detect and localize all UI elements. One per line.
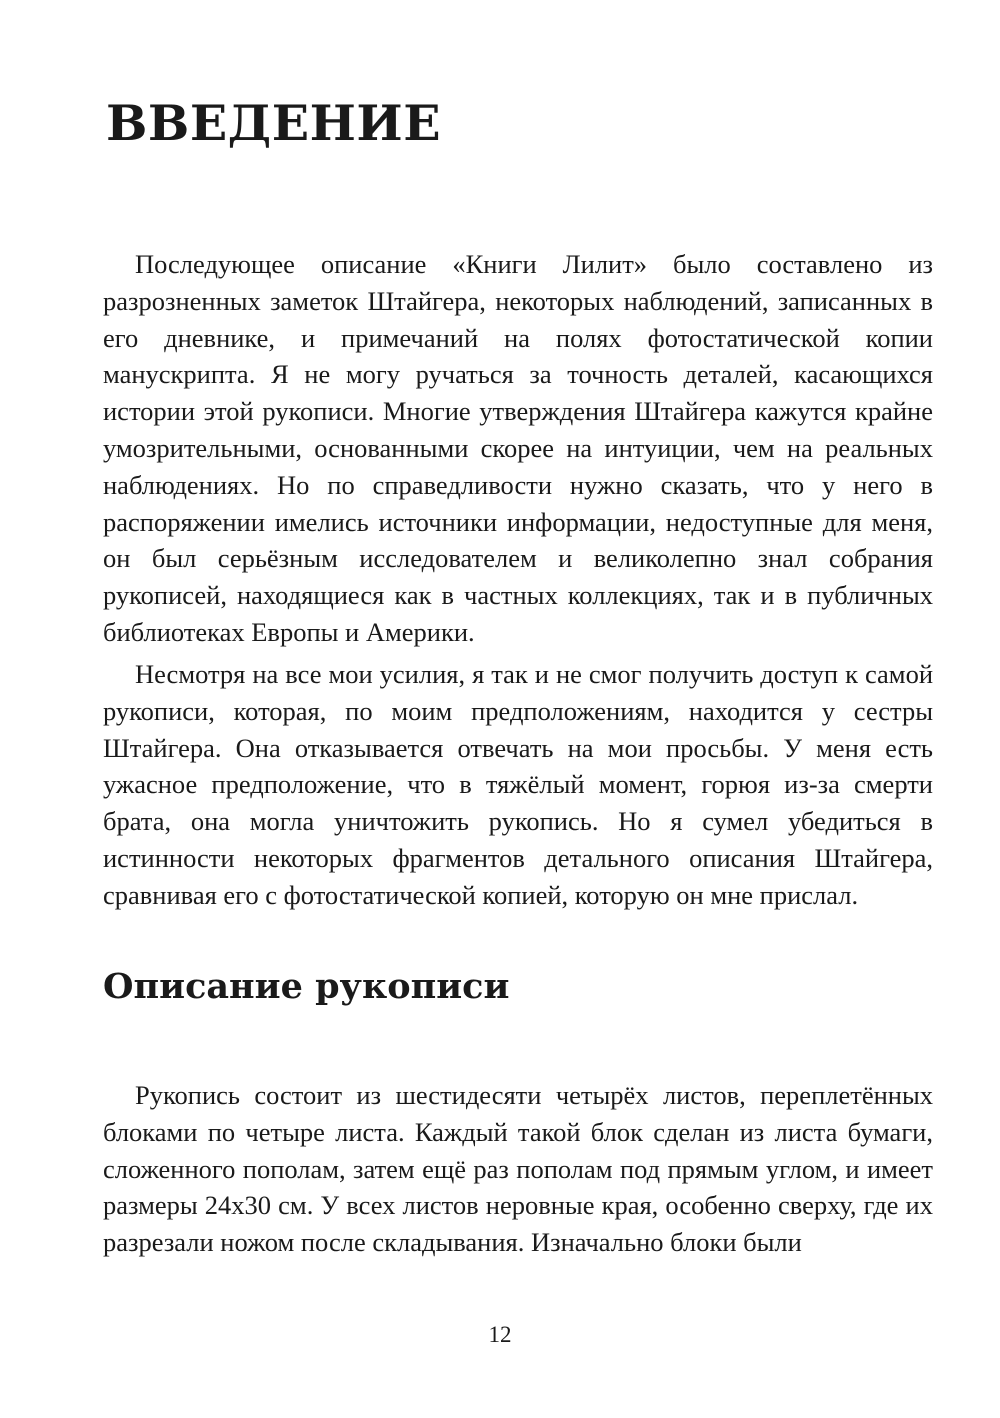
- section-title: Описание рукописи: [103, 966, 510, 1007]
- chapter-title: ВВЕДЕНИЕ: [106, 94, 442, 152]
- intro-paragraph-2: Несмотря на все мои усилия, я так и не смог получить доступ к самой рукописи, которая, по моим предположениям, находится у сестры Штайгера. Она отказывается отвечать на мои просьбы. У меня есть ужасное предположение, что в тяжёлый момент, горюя из-за смерти брата, она могла уничтожить рукопись. Но я сумел убедиться в истинности некоторых фрагментов детального описания Штайгера, сравнивая его с фотостатической копией, которую он мне прислал.: [103, 659, 933, 910]
- intro-paragraph-1: Последующее описание «Книги Лилит» было составлено из разрозненных заметок Штайгера, некоторых наблюдений, записанных в его дневнике, и примечаний на полях фотостатической копии манускрипта. Я не могу ручаться за точность деталей, касающихся истории этой рукописи. Многие утверждения Штайгера кажутся крайне умозрительными, основанными скорее на интуиции, чем на реальных наблюдениях. Но по справедливости нужно сказать, что у него в распоряжении имелись источники информации, недоступные для меня, он был серьёзным исследователем и великолепно знал собрания рукописей, находящиеся как в частных коллекциях, так и в публичных библиотеках Европы и Америки.: [103, 249, 933, 647]
- page-number: 12: [488, 1322, 512, 1347]
- manuscript-description-paragraph: Рукопись состоит из шестидесяти четырёх листов, переплетённых блоками по четыре листа. Каждый такой блок сделан из листа бумаги, сложенного пополам, затем ещё раз пополам под прямым углом, и имеет размеры 24х30 см. У всех листов неровные края, особенно сверху, где их разрезали ножом после складывания. Изначально блоки были: [103, 1080, 933, 1258]
